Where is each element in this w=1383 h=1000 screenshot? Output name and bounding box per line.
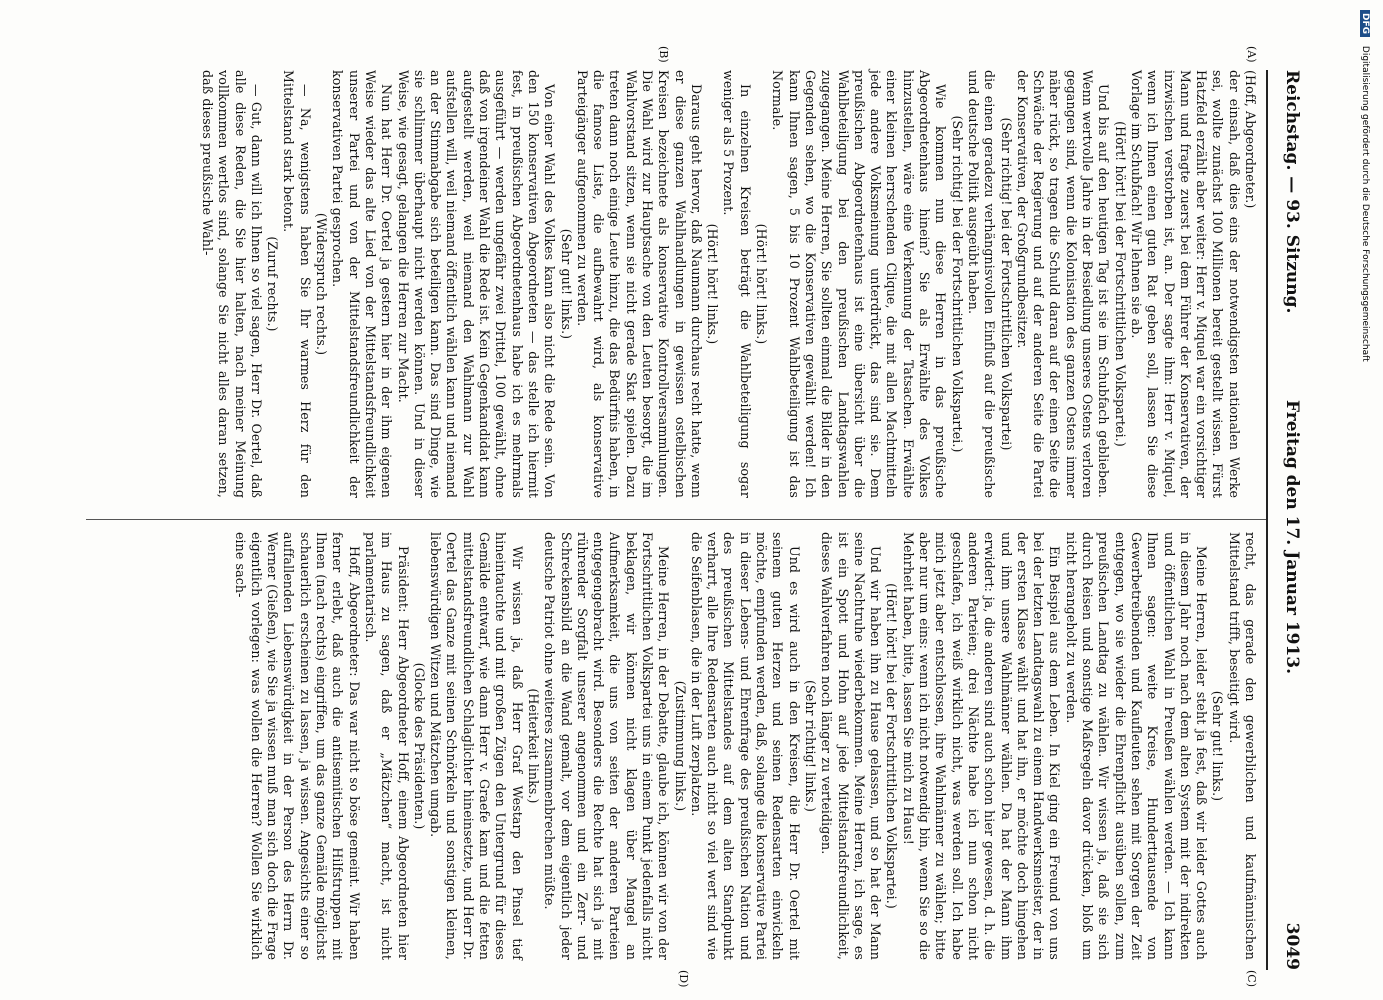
left-interjection: (Hört! hört! bei der Fortschrittlichen Volkspartei.) [1112, 121, 1128, 447]
left-paragraph: Daraus geht hervor, daß Naumann durchaus recht hatte, wenn er diese ganzen Wahlhandlungen in gewissen ostelbischen Kreisen bezeichnete als konservative Kontrollversammlungen. Die Wahl wird zur Hauptsache von den Leuten besorgt, die im Wahlvorstand sitzen, wenn sie nicht gerade Skat spielen. Dazu treten dann noch einige Leute hinzu, die das Bedürfnis haben, in die famose Liste, die aufbewahrt wird, als konservative Parteigänger aufgenommen zu werden. [574, 70, 704, 498]
right-paragraph: Meine Herren, leider steht ja fest, daß wir leider Gottes auch in diesem Jahr noch nach dem alten System mit der indirekten und öffentlichen Wahl in Preußen wählen werden. — Ich kann Ihnen sagen: weite Kreise, Hunderttausende von Gewerbetreibenden und Kaufleuten sehen mit Sorgen der Zeit entgegen, wo sie wieder die Ehrenpflicht ausüben sollen, zum preußischen Landtag zu wählen. Wir wissen ja, daß sie sich durch Reisen und sonstige Maßregeln davor drücken, bloß um nicht herangeholt zu werden. [1063, 532, 1210, 960]
margin-marker-b: (B) [657, 46, 670, 63]
right-paragraph: recht, das gerade den gewerblichen und kaufmännischen Mittelstand trifft, beseitigt wird. [1226, 532, 1258, 960]
page-number: 3049 [1282, 922, 1302, 970]
header-left: Reichstag. — 93. Sitzung. [1282, 70, 1302, 314]
left-paragraph: der einsah, daß dies eins der notwendigsten nationalen Werke sei, wollte zunächst 100 Millionen bereit gestellt wissen. Fürst Hatzfeld erzählt aber weiter: Herr v. Miquel war ein vorsichtiger Mann und fragte zuerst bei dem Führer der Konservativen, der inzwischen verstorben ist, an. Der sagte ihm: Herr v. Miquel, wenn ich Ihnen einen guten Rat geben soll, lassen Sie diese Vorlage im Schubfach! Wir lehnen sie ab. [1128, 70, 1242, 498]
right-paragraph: Hoff, Abgeordneter: Das war nicht so böse gemeint. Wir haben ferner erlebt, daß auch die antisemitischen Hilfstruppen mit Ihnen (nach rechts) eingriffen, um das ganze Gemälde möglichst schauerlich erscheinen zu lassen, ja wissen. Angesichts einer so auffallenden Liebenswürdigkeit in der Person des Herrn Dr. Werner (Gießen), wie Sie ja wissen muß man sich doch die Frage eigentlich vorlegen: was wollen die Herren? Wollen Sie wirklich eine sach- [232, 532, 362, 960]
rotated-page [80, 46, 1310, 988]
dfg-logo: DFG [1360, 10, 1370, 37]
left-interjection: (Sehr gut! links.) [558, 228, 574, 340]
header-date: Freitag den 17. Januar 1913. [1282, 400, 1302, 675]
margin-marker-c: (C) [1245, 970, 1258, 987]
right-text-column [231, 532, 1258, 960]
column-divider [86, 519, 1266, 520]
right-paragraph: Und wir haben ihn zu Hause gelassen, und so hat der Mann seine Nachtruhe wiederbekommen. Meine Herren, ich sage, es ist ein Spott und Hohn auf jede Mittelstandsfreundlichkeit, dieses Wahlverfahren noch länger zu verteidigen. [819, 532, 884, 960]
left-paragraph: — Na, wenigstens haben Sie Ihr warmes Herz für den Mittelstand stark betont. [281, 70, 313, 498]
header-rule [1266, 70, 1268, 970]
left-interjection: (Sehr richtig! bei der Fortschrittlichen Volkspartei.) [949, 115, 965, 453]
left-interjection: (Hört! hört! links.) [754, 223, 770, 345]
right-paragraph: Und es wird auch in den Kreisen, die Herr Dr. Oertel mit seinem guten Herzen und seinen Redensarten einwickeln möchte, empfunden werden, daß, solange die konservative Partei in dieser Lebens- und Ehrenfrage des preußischen Nation und des preußischen Mittelstandes auf dem alten Standpunkt verharrt, alle Ihre Redensarten auch nicht so viel wert sind wie die Seifenblasen, die in der Luft zerplatzen. [688, 532, 802, 960]
digitization-credit [1356, 10, 1370, 990]
left-paragraph: Von einer Wahl des Volkes kann also nicht die Rede sein. Von den 150 konservativen Abgeordneten — das stelle ich hiermit fest, in preußischen Abgeordnetenhaus habe ich es mehrmals ausgeführt — werden ungefähr zwei Drittel, 100 gewählt, ohne daß von irgendeiner Wahl die Rede ist. Kein Gegenkandidat kann aufgestellt werden, weil niemand den Wahlmann zur Wahl aufstellen will, weil niemand öffentlich wählen kann und niemand an der Stimmabgabe sich beteiligen kann. Das sind Dinge, wie sie schlimmer überhaupt nicht werden können. Und in dieser Weise, wie gesagt, gelangen die Herren zur Macht. [395, 70, 558, 498]
left-interjection: (Widerspruch rechts.) [314, 212, 330, 356]
right-paragraph: Präsident: Herr Abgeordneter Hoff, einem Abgeordneten hier im Haus zu sagen, daß er „Mätzchen“ macht, ist nicht parlamentarisch. [362, 532, 411, 960]
right-paragraph: Wir wissen ja, daß Herr Graf Westarp den Pinsel tief hineintauchte und mit großen Zügen den Untergrund für dieses Gemälde entwarf, wie dann Herr v. Graefe kam und die fetten mittelstandsfreundlichen Schlaglichter hineinsetzte, und Herr Dr. Oertel das Ganze mit seinen Schnörkeln und sonstigen kleinen, liebenswürdigen Witzen und Mätzchen umgab. [428, 532, 525, 960]
left-paragraph: Und bis auf den heutigen Tag ist sie im Schubfach geblieben. Wenn wertvolle Jahre in der Besiedlung unseres Ostens verloren gegangen sind, wenn die Kolonisation des ganzen Ostens immer näher rückt, so tragen die Schuld daran auf der einen Seite die Schwäche der Regierung und auf der anderen Seite die Partei der Konservativen, der Großgrundbesitzer. [1014, 70, 1112, 498]
left-paragraph: Nun hat Herr Dr. Oertel ja gestern hier in der ihm eigenen Weise wieder das alte Lied von der Mittelstandsfreundlichkeit unserer Partei und von der Mittelstandsfreundlichkeit der konservativen Partei gesprochen. [330, 70, 395, 498]
page-header [1270, 70, 1310, 970]
right-interjection: (Sehr richtig! links.) [802, 680, 818, 812]
credit-text: Digitalisierung gefördert durch die Deutsche Forschungsgemeinschaft [1360, 45, 1370, 362]
right-interjection: (Hört! hört! bei der Fortschrittlichen Volkspartei.) [884, 583, 900, 909]
right-interjection: (Glocke des Präsidenten.) [411, 662, 427, 830]
left-paragraph: die einen geradezu verhängnisvollen Einfluß auf die preußische und deutsche Politik ausgeübt haben. [965, 70, 998, 498]
left-interjection: (Hört! hört! links.) [705, 223, 721, 345]
left-interjection: (Zuruf rechts.) [265, 236, 281, 332]
left-paragraph: In einzelnen Kreisen beträgt die Wahlbeteiligung sogar weniger als 5 Prozent. [721, 70, 753, 498]
right-paragraph: Meine Herren, in der Debatte, glaube ich, können wir von der Fortschrittlichen Volkspartei uns in einem Punkt jedenfalls nicht beklagen, wir können nicht klagen über Mangel an Aufmerksamkeit, die uns von seiten der anderen Parteien entgegengebracht wird. Besonders die Rechte hat sich ja mit rührender Sorgfalt unserer angenommen und ein Zerr- und Schreckensbild an die Wand gemalt, vor dem eigentlich jeder deutsche Patriot ohne weiteres zusammenbrechen müßte. [542, 532, 672, 960]
left-paragraph: — Gut, dann will ich Ihnen so viel sagen, Herr Dr. Oertel, daß alle diese Reden, die Sie hier halten, nach meiner Meinung vollkommen wertlos sind, solange Sie nicht alles daran setzen, daß dieses preußische Wahl- [200, 70, 264, 498]
left-interjection: (Sehr richtig! bei der Fortschrittlichen Volkspartei) [998, 117, 1014, 451]
margin-marker-a: (A) [1245, 46, 1258, 63]
right-paragraph: Ein Beispiel aus dem Leben. In Kiel ging ein Freund von uns bei der letzten Landtagswahl zu einem Handwerksmeister, der in der ersten Klasse wählt und hat ihn, er möchte doch hingehen und ihm unsere Wahlmänner wählen. Da hat der Mann ihm erwidert: ja, die anderen sind auch schon hier gewesen, d. h. die anderen Parteien; drei Nächte habe ich nun schon nicht geschlafen, ich weiß wirklich nicht, was werden soll. Ich habe mich jetzt aber entschlossen, ihre Wahlmänner zu wählen; bitte aber nur um eins: wenn ich nicht notwendig bin, wenn Sie so die Mehrheit haben, bitte, lassen Sie mich zu Haus! [900, 532, 1063, 960]
margin-marker-d: (D) [677, 970, 690, 988]
right-interjection: (Sehr gut! links.) [1210, 690, 1226, 802]
left-paragraph: Wie kommen nun diese Herren in das preußische Abgeordnetenhaus hinein? Sie als Erwählte des Volkes hinzustellen, wäre eine Verkennung der Tatsachen. Erwählte einer kleinen herrschenden Clique, die mit allen Machtmitteln jede andere Volksmeinung unterdrückt, das sind sie. Dem preußischen Abgeordnetenhaus ist eine übersicht über die Wahlbeteiligung bei den preußischen Landtagswahlen zugegangen. Meine Herren, Sie sollten einmal die Bilder in den Gegenden sehen, wo die Konservativen gewählt werden! Ich kann Ihnen sagen, 5 bis 10 Prozent Wahlbeteiligung ist das Normale. [770, 70, 949, 498]
right-interjection: (Zustimmung links.) [672, 680, 688, 812]
left-paragraph: (Hoff, Abgeordneter.) [1243, 70, 1258, 209]
right-interjection: (Heiterkeit links.) [525, 688, 541, 804]
left-text-column [199, 70, 1258, 498]
